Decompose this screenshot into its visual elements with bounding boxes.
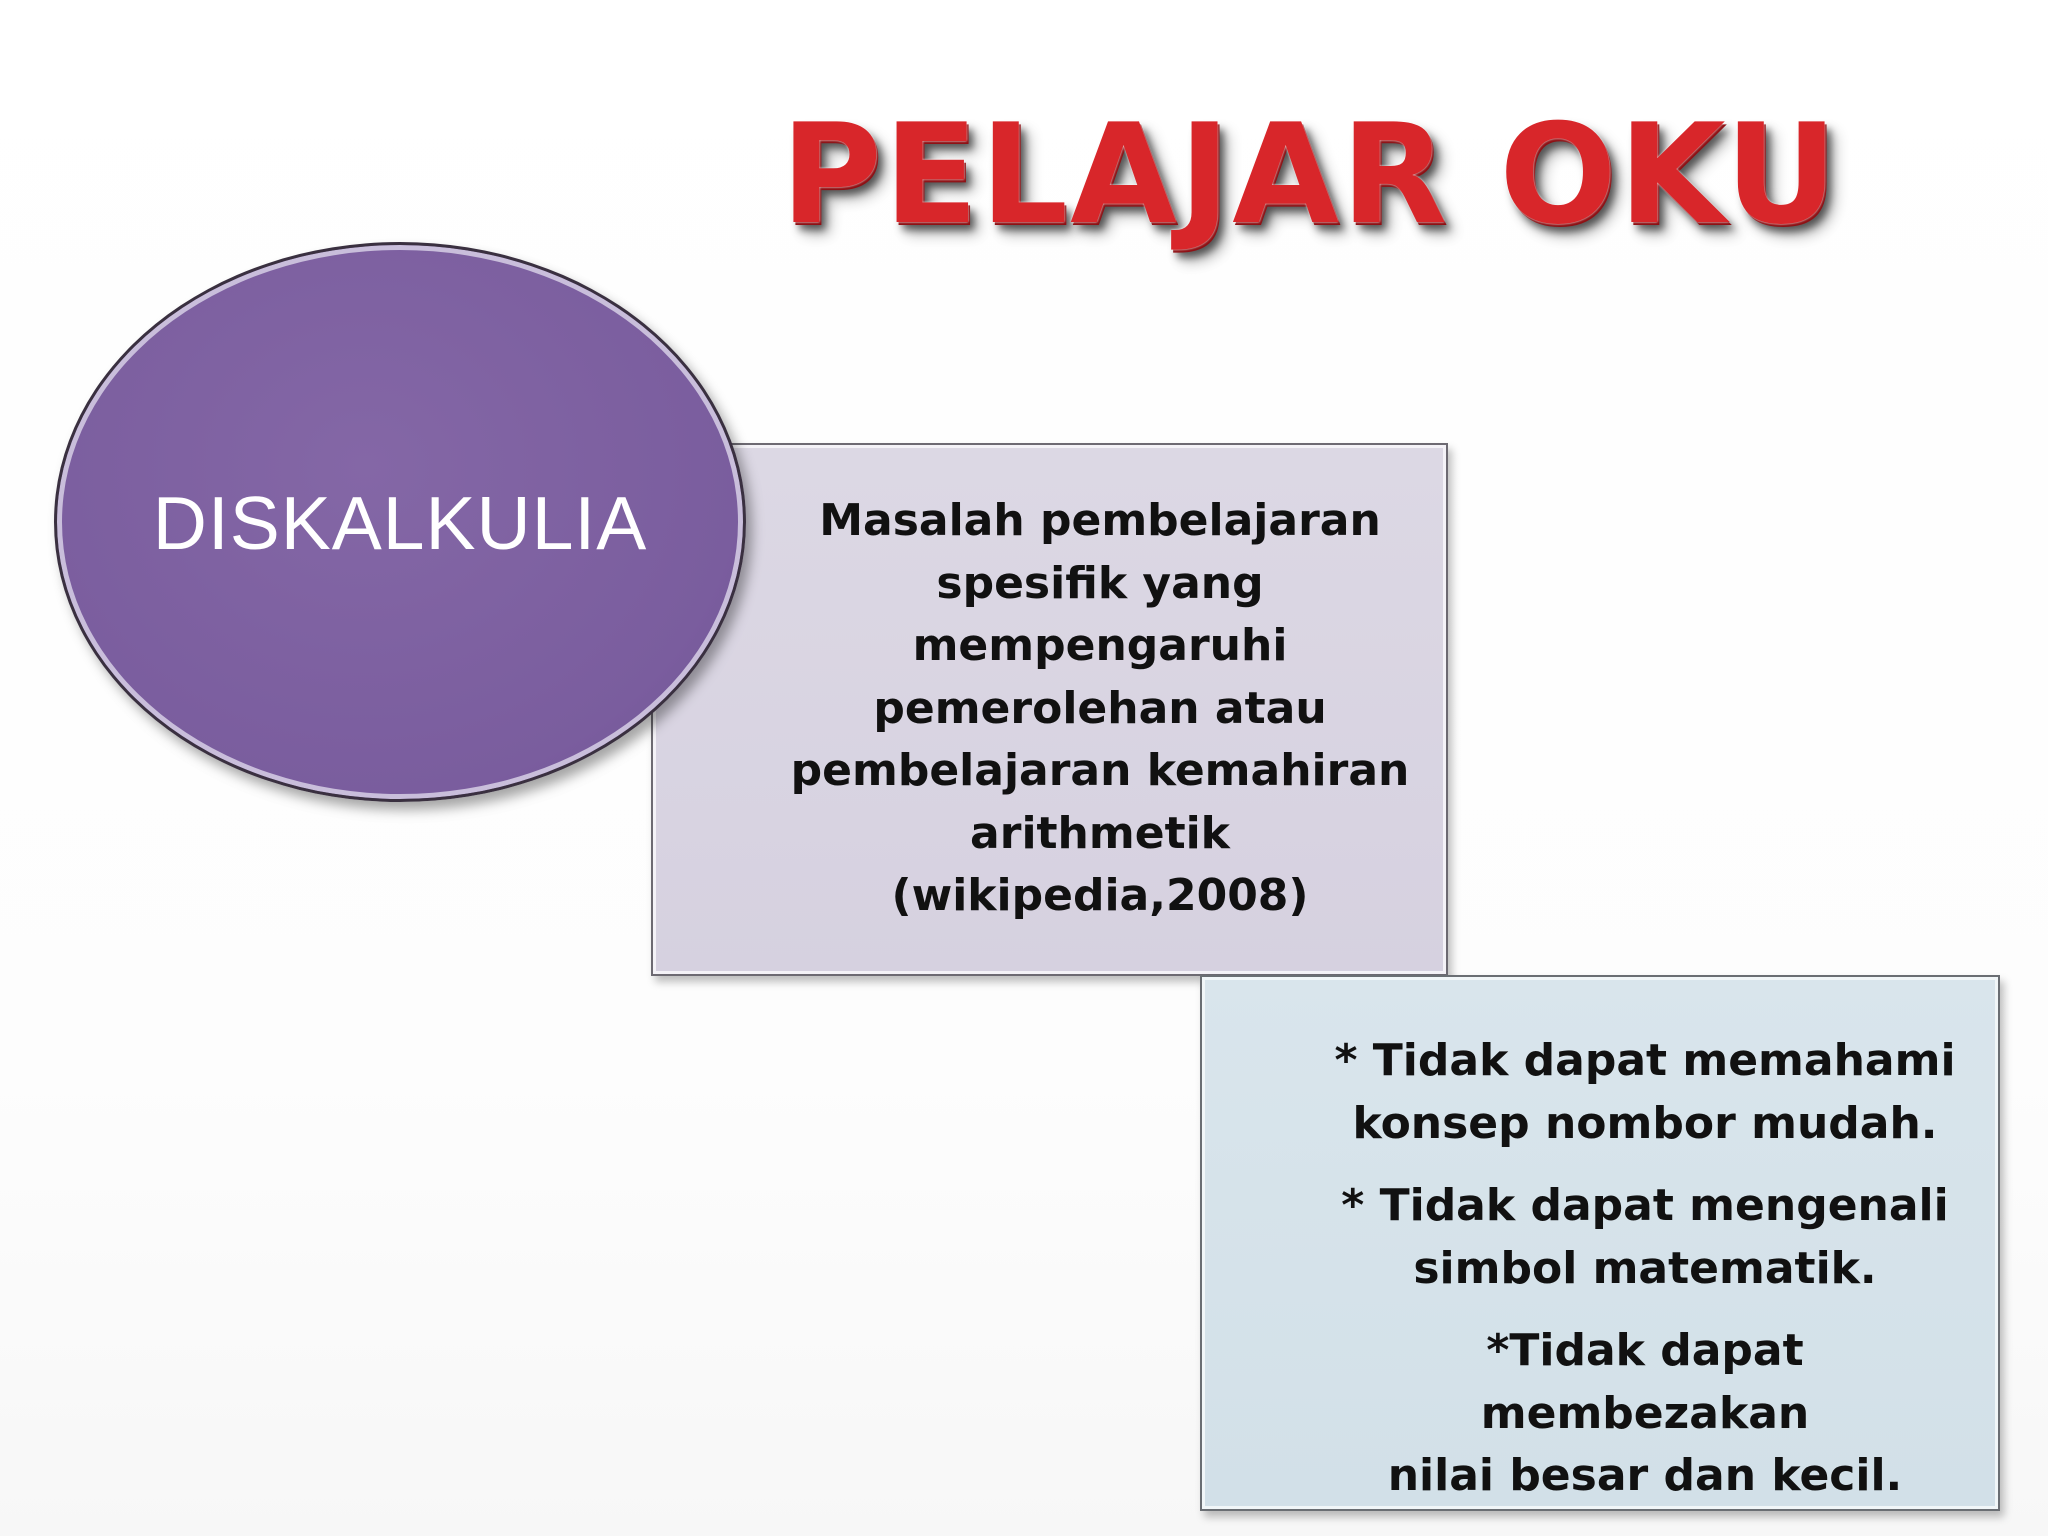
characteristics-list xyxy=(1320,1030,1970,1528)
definition-line: Masalah pembelajaran xyxy=(819,495,1381,546)
definition-line: mempengaruhi xyxy=(912,620,1288,671)
characteristic-item xyxy=(1320,1175,1970,1300)
definition-source: (wikipedia,2008) xyxy=(891,870,1309,921)
definition-line: arithmetik xyxy=(970,807,1230,859)
characteristic-item xyxy=(1320,1030,1970,1155)
slide-title: PELAJAR OKU xyxy=(780,94,1840,255)
characteristic-item xyxy=(1320,1320,1970,1508)
characteristic-line: konsep nombor mudah. xyxy=(1352,1097,1938,1149)
definition-text xyxy=(780,490,1420,928)
circle-label: DISKALKULIA xyxy=(152,481,648,565)
characteristic-line: * Tidak dapat memahami xyxy=(1334,1035,1956,1086)
definition-line: pembelajaran kemahiran xyxy=(790,745,1410,796)
definition-line: pemerolehan atau xyxy=(873,682,1327,734)
definition-line: spesifik yang xyxy=(936,557,1264,609)
characteristic-line: *Tidak dapat membezakan xyxy=(1480,1325,1810,1439)
characteristic-line: * Tidak dapat mengenali xyxy=(1341,1180,1949,1231)
characteristic-line: nilai besar dan kecil. xyxy=(1387,1450,1903,1501)
characteristic-line: simbol matematik. xyxy=(1413,1242,1877,1294)
